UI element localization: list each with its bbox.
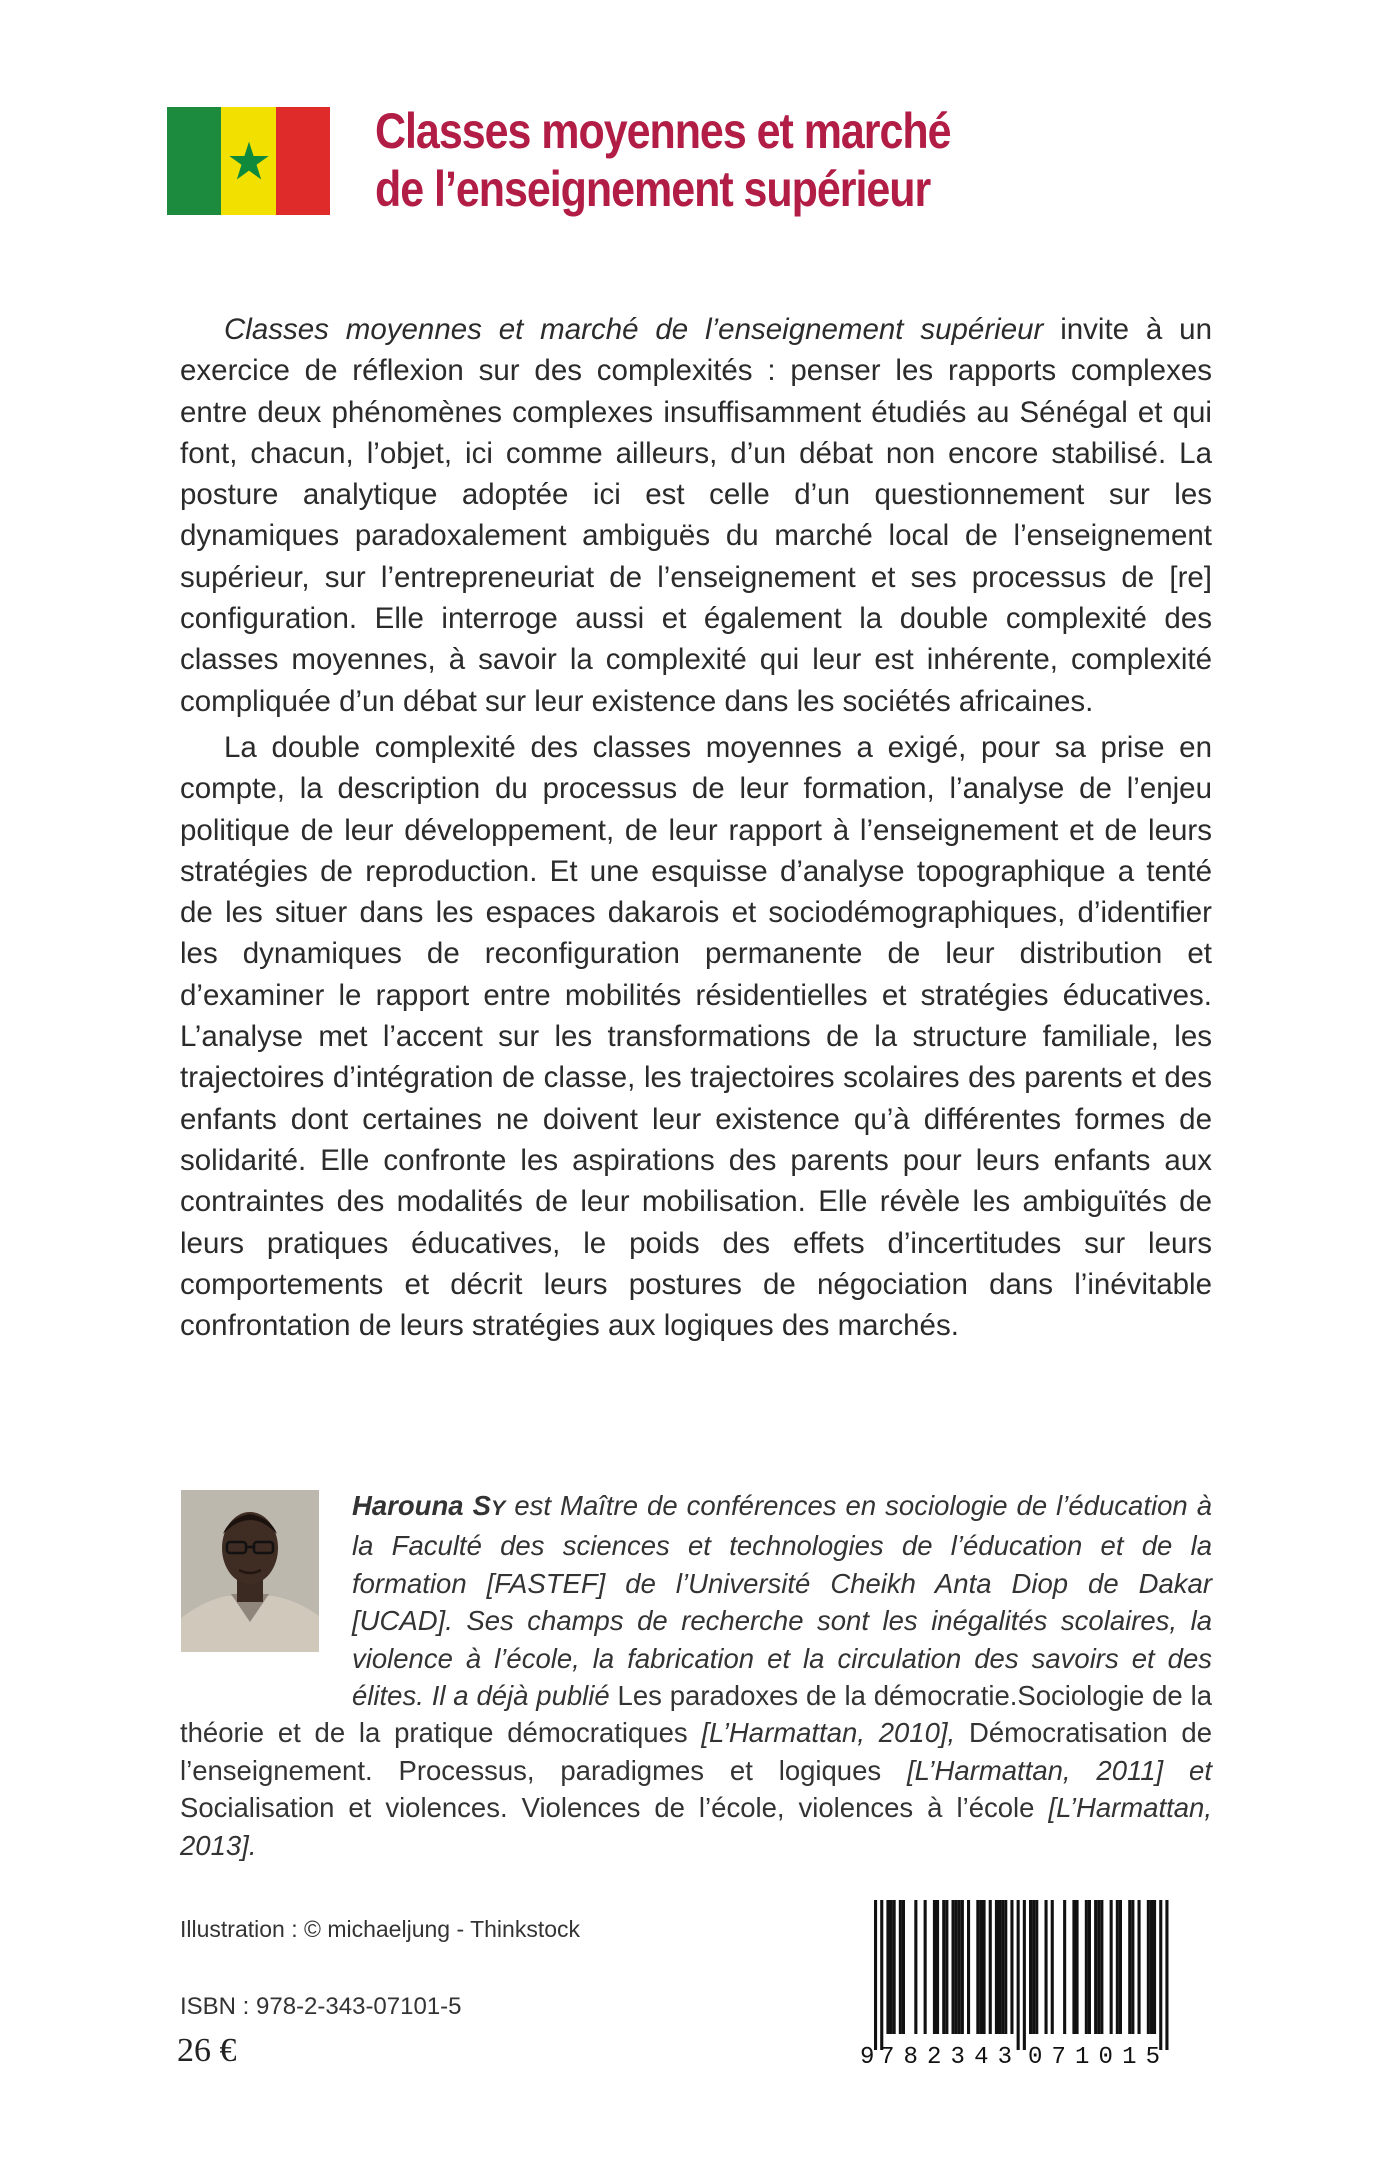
barcode-bar	[983, 1900, 986, 2034]
barcode-bar	[1076, 1900, 1079, 2034]
book-title-2: Démocratisation de l’enseignement. Processus, paradigmes et logiques	[180, 1717, 1213, 1786]
barcode-bar	[1138, 1900, 1141, 2034]
barcode-bar	[1045, 1900, 1048, 2034]
barcode-bar	[1116, 1900, 1119, 2034]
barcode-bar	[1001, 1900, 1004, 2034]
barcode-bar	[899, 1900, 902, 2034]
book-title	[375, 102, 977, 218]
barcode-bar	[989, 1900, 992, 2034]
barcode-bar	[945, 1900, 948, 2034]
barcode-bar	[880, 1900, 883, 2050]
title-line-1: Classes moyennes et marché	[375, 103, 951, 159]
author-bio	[180, 1487, 1212, 1864]
barcode-left-digits: 782343	[880, 2044, 1012, 2070]
illustration-credit: Illustration : © michaeljung - Thinkstock	[180, 1916, 581, 1942]
barcode-bar	[1029, 1900, 1032, 2034]
barcode-bar	[924, 1900, 927, 2034]
barcode-bar	[1128, 1900, 1131, 2034]
barcode-bar	[1010, 1900, 1013, 2034]
isbn: ISBN : 978-2-343-07101-5	[180, 1993, 462, 2020]
senegal-flag	[167, 107, 330, 215]
barcode-bar	[1085, 1900, 1088, 2034]
barcode-bar	[1035, 1900, 1038, 2034]
summary-book-title: Classes moyennes et marché de l’enseignement supérieur	[224, 313, 1044, 346]
barcode-bar	[902, 1900, 905, 2034]
book-title-3: Socialisation et violences. Violences de l’école, violences à l’école	[180, 1792, 1035, 1824]
barcode-bar	[979, 1900, 982, 2034]
barcode-bar	[1110, 1900, 1113, 2034]
barcode-bar	[942, 1900, 945, 2034]
barcode-bar	[995, 1900, 998, 2034]
barcode-bar	[1032, 1900, 1035, 2034]
barcode-bar	[961, 1900, 964, 2034]
barcode-bar	[955, 1900, 958, 2034]
publisher-3: [L’Harmattan, 2013].	[180, 1792, 1212, 1861]
author-name: Harouna SY	[352, 1490, 506, 1521]
barcode-bar	[1153, 1900, 1156, 2034]
barcode-bar	[1051, 1900, 1054, 2034]
summary-paragraph-1	[180, 309, 1212, 722]
barcode	[858, 1900, 1178, 2070]
barcode-bar	[1023, 1900, 1026, 2050]
barcode-bar	[1159, 1900, 1162, 2050]
barcode-bar	[976, 1900, 979, 2034]
barcode-bar	[1131, 1900, 1134, 2034]
barcode-bar	[1063, 1900, 1066, 2034]
barcode-bar	[1072, 1900, 1075, 2034]
barcode-bar	[1150, 1900, 1153, 2034]
barcode-bar	[1004, 1900, 1007, 2034]
barcode-bar	[998, 1900, 1001, 2034]
barcode-first-digit: 9	[860, 2044, 875, 2070]
book-title-1: Les paradoxes de la démocratie.Sociologie de la théorie et de la pratique démocratiques	[180, 1680, 1212, 1749]
book-summary	[180, 309, 1212, 1351]
barcode-bar	[958, 1900, 961, 2034]
publisher-1: [L’Harmattan, 2010],	[687, 1717, 969, 1749]
barcode-bar	[1165, 1900, 1168, 2050]
summary-text-1: invite à un exercice de réflexion sur des complexités : penser les rapports complexes entre deux phénomènes complexes insuffisamment étudiés au Sénégal et qui font, chacun, l’objet, ici comme ailleurs, d’un débat non encore stabilisé. La posture analytique adoptée ici est celle d’un questionnement sur les dynamiques paradoxalement ambiguës du marché local de l’enseignement supérieur, sur l’entrepreneuriat de l’enseignement et ses processus de [re] configuration. Elle interroge aussi et également la double complexité des classes moyennes, à savoir la complexité qui leur est inhérente, complexité compliquée d’un débat sur leur existence dans les sociétés africaines.	[180, 313, 1212, 718]
star-icon	[228, 140, 270, 182]
price: 26 €	[177, 2032, 237, 2069]
barcode-bar	[933, 1900, 936, 2034]
barcode-right-digits: 071015	[1028, 2044, 1160, 2070]
barcode-bar	[1100, 1900, 1103, 2034]
barcode-bar	[952, 1900, 955, 2034]
publisher-2: [L’Harmattan, 2011] et	[881, 1754, 1212, 1786]
barcode-bar	[1094, 1900, 1097, 2034]
author-last-name: SY	[472, 1490, 506, 1521]
barcode-bar	[890, 1900, 893, 2034]
barcode-bar	[1088, 1900, 1091, 2034]
barcode-bar	[1097, 1900, 1100, 2034]
barcode-bar	[914, 1900, 917, 2034]
barcode-bar	[893, 1900, 896, 2034]
author-bio-text: est Maître de conférences en sociologie de l’éducation à la Faculté des sciences et technologies de l’éducation et de la formation [FASTEF] de l’Université Cheikh Anta Diop de Dakar [UCAD]. Ses champs de recherche sont les inégalités scolaires, la violence à l’école, la fabrication et la circulation des savoirs et des élites. Il a déjà publié	[352, 1490, 1213, 1712]
barcode-bar	[886, 1900, 889, 2034]
barcode-bar	[936, 1900, 939, 2034]
barcode-bar	[1147, 1900, 1150, 2034]
barcode-bar	[1017, 1900, 1020, 2050]
summary-paragraph-2: La double complexité des classes moyennes a exigé, pour sa prise en compte, la description du processus de leur formation, l’analyse de l’enjeu politique de leur développement, de leur rapport à l’enseignement et de leurs stratégies de reproduction. Et une esquisse d’analyse topographique a tenté de les situer dans les espaces dakarois et sociodémographiques, d’identifier les dynamiques de reconfiguration permanente de leur distribution et d’examiner le rapport entre mobilités résidentielles et stratégies éducatives. L’analyse met l’accent sur les transformations de la structure familiale, les trajectoires d’intégration de classe, les trajectoires scolaires des parents et des enfants dont certaines ne doivent leur existence qu’à différentes formes de solidarité. Elle confronte les aspirations des parents pour leurs enfants aux contraintes des modalités de leur mobilisation. Elle révèle les ambiguïtés de leurs pratiques éducatives, le poids des effets d’incertitudes sur leurs comportements et décrit leurs postures de négociation dans l’inévitable confrontation de leurs stratégies aux logiques des marchés.	[180, 730, 1212, 1343]
title-line-2: de l’enseignement supérieur	[375, 161, 931, 217]
barcode-bar	[967, 1900, 970, 2034]
barcode-bar	[874, 1900, 877, 2050]
barcode-bar	[1119, 1900, 1122, 2034]
